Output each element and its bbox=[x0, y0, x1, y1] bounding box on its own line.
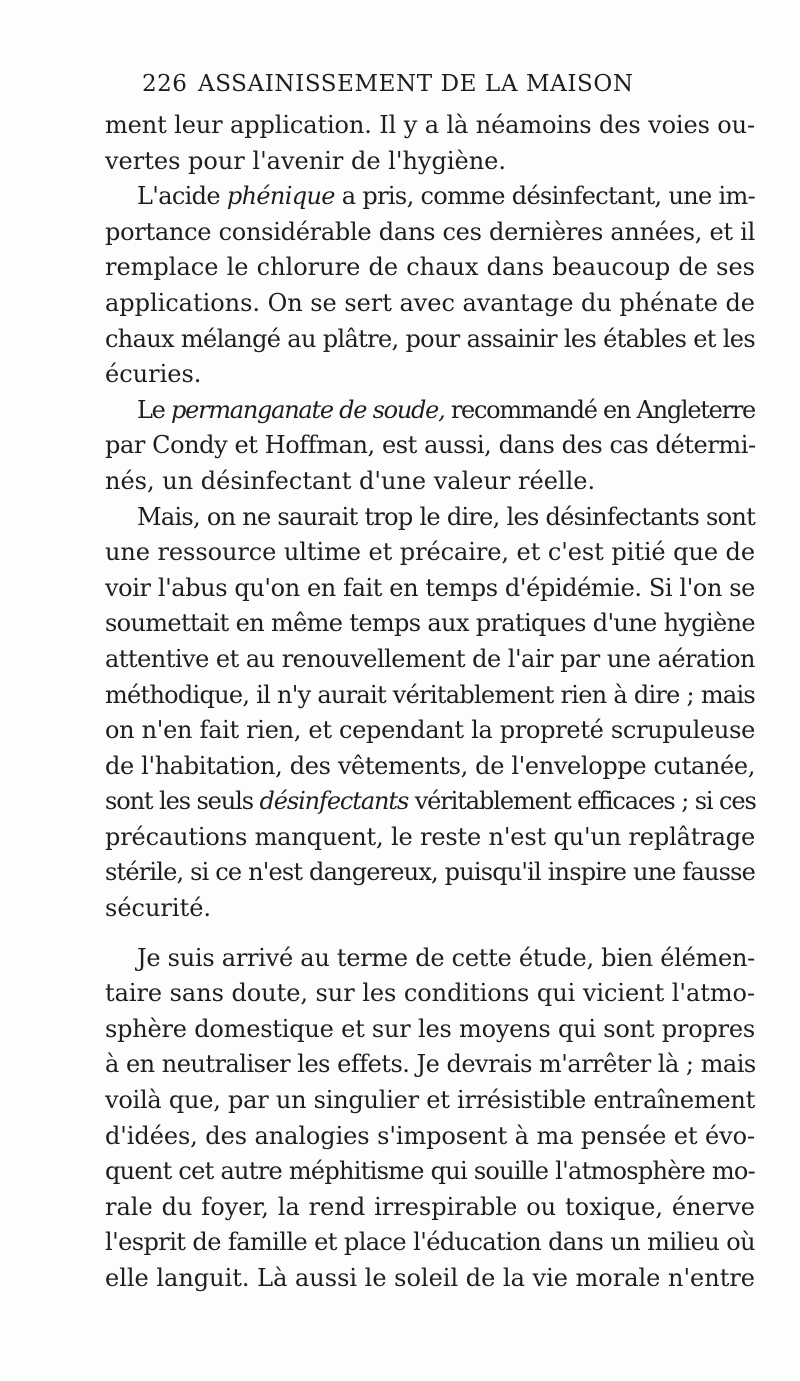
text-line bbox=[105, 784, 755, 820]
text-line: rale du foyer, la rend irrespirable ou toxique, énerve bbox=[105, 1192, 755, 1221]
text-line: de l'habitation, des vêtements, de l'enveloppe cutanée, bbox=[105, 751, 755, 780]
text-line: Mais, on ne saurait trop le dire, les désinfectants sont bbox=[137, 502, 755, 531]
text-line: attentive et au renouvellement de l'air par une aération bbox=[105, 644, 755, 673]
text-line: on n'en fait rien, et cependant la propreté scrupuleuse bbox=[105, 716, 755, 745]
page-number: 226 bbox=[142, 71, 188, 97]
text-line: par Condy et Hoffman, est aussi, dans des cas détermi- bbox=[105, 431, 756, 460]
text-line: écuries. bbox=[105, 360, 202, 389]
text-fragment: sont les seuls bbox=[105, 787, 253, 816]
text-line: taire sans doute, sur les conditions qui vicient l'atmo- bbox=[105, 979, 756, 1008]
text-line: sphère domestique et sur les moyens qui sont propres bbox=[105, 1014, 756, 1043]
text-line: soumettait en même temps aux pratiques d'une hygiène bbox=[105, 609, 755, 638]
italic-term-permanganate: permanganate de soude, bbox=[171, 395, 445, 424]
text-line: elle languit. Là aussi le soleil de la vie morale n'entre bbox=[105, 1264, 756, 1292]
text-line: portance considérable dans ces dernières années, et il bbox=[105, 217, 756, 246]
paragraph-5 bbox=[105, 941, 755, 1297]
text-fragment: véritablement efficaces ; si ces bbox=[414, 787, 756, 816]
text-line: nés, un désinfectant d'une valeur réelle. bbox=[105, 466, 596, 495]
paragraph-4 bbox=[105, 500, 755, 927]
text-line: l'esprit de famille et place l'éducation dans un milieu où bbox=[105, 1228, 755, 1257]
paragraph-2 bbox=[105, 179, 755, 393]
page-header bbox=[142, 68, 692, 100]
text-fragment: recommandé en Angleterre bbox=[450, 395, 756, 424]
text-fragment: a pris, comme désinfectant, une im- bbox=[341, 182, 756, 211]
text-line: remplace le chlorure de chaux dans beaucoup de ses bbox=[105, 253, 755, 282]
text-line: quent cet autre méphitisme qui souille l'atmosphère mo- bbox=[105, 1157, 756, 1186]
text-line: vertes pour l'avenir de l'hygiène. bbox=[105, 146, 506, 175]
paragraph-1 bbox=[105, 108, 755, 179]
text-line: Je suis arrivé au terme de cette étude, bien élémen- bbox=[137, 943, 756, 972]
text-line bbox=[105, 179, 755, 215]
text-line: chaux mélangé au plâtre, pour assainir les étables et les bbox=[105, 324, 755, 353]
text-line: sécurité. bbox=[105, 894, 212, 923]
text-line: ment leur application. Il y a là néamoins des voies ou- bbox=[105, 111, 755, 139]
paragraph-3 bbox=[105, 393, 755, 500]
running-title: ASSAINISSEMENT DE LA MAISON bbox=[198, 71, 634, 97]
text-fragment: L'acide bbox=[137, 182, 220, 211]
text-line: méthodique, il n'y aurait véritablement rien à dire ; mais bbox=[105, 680, 755, 709]
paragraph-gap bbox=[105, 927, 755, 941]
text-fragment: Le bbox=[137, 395, 165, 424]
text-line bbox=[105, 393, 755, 429]
text-line: une ressource ultime et précaire, et c'est pitié que de bbox=[105, 538, 756, 567]
italic-term-desinfectants: désinfectants bbox=[259, 787, 409, 816]
text-line: stérile, si ce n'est dangereux, puisqu'il inspire une fausse bbox=[105, 858, 756, 887]
text-line: voilà que, par un singulier et irrésistible entraînement bbox=[105, 1086, 755, 1115]
italic-term-phenique: phénique bbox=[226, 182, 335, 211]
text-line: à en neutraliser les effets. Je devrais m'arrêter là ; mais bbox=[105, 1050, 756, 1079]
text-line: précautions manquent, le reste n'est qu'un replâtrage bbox=[105, 822, 756, 851]
text-line: voir l'abus qu'on en fait en temps d'épidémie. Si l'on se bbox=[105, 573, 755, 602]
text-line: applications. On se sert avec avantage du phénate de bbox=[105, 288, 755, 317]
text-line: d'idées, des analogies s'imposent à ma pensée et évo- bbox=[105, 1121, 755, 1150]
body-text bbox=[105, 108, 755, 1297]
